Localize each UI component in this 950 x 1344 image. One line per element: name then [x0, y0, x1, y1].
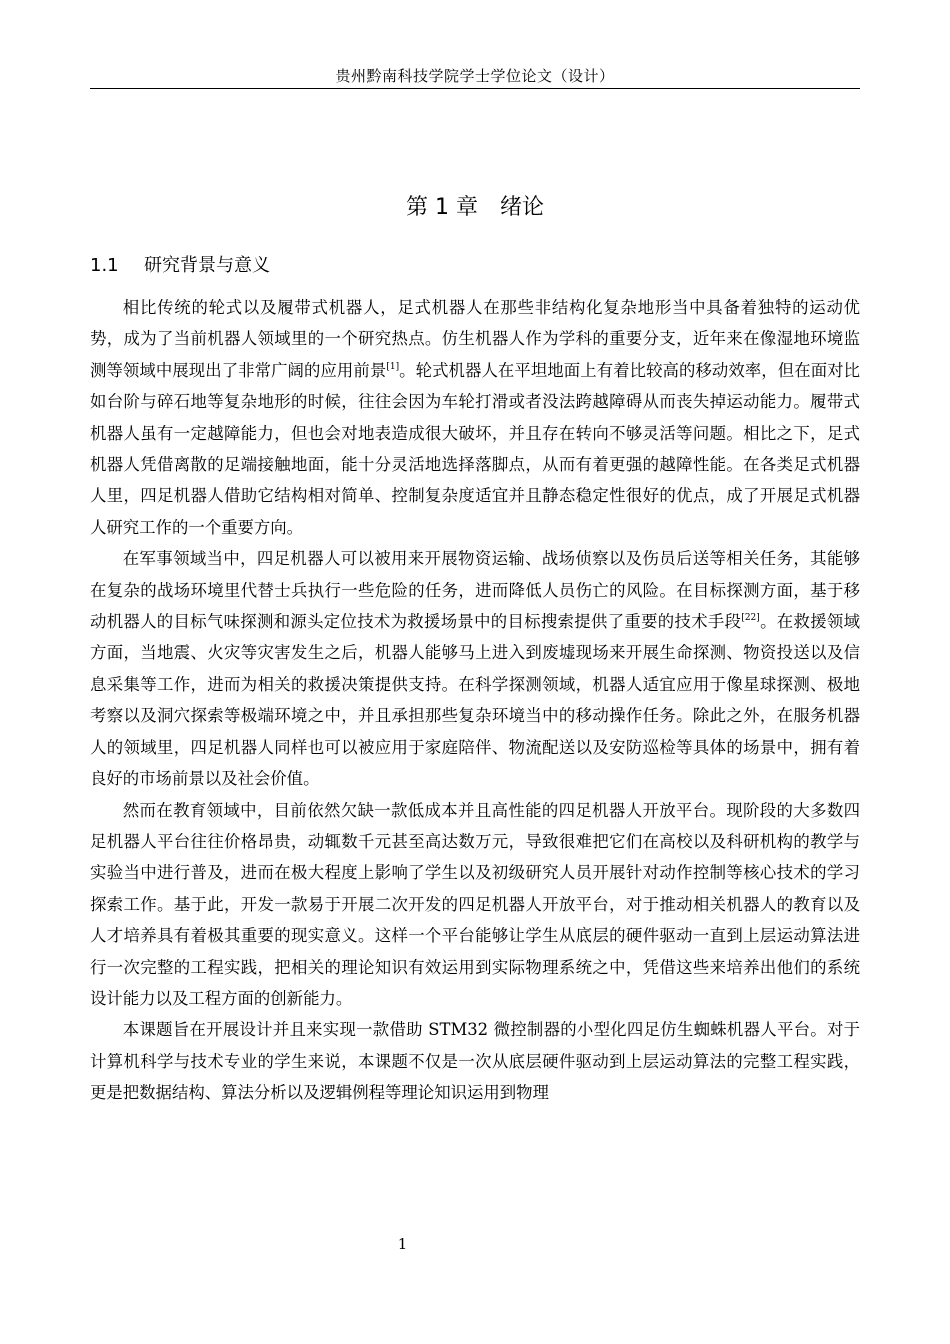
chapter-name: 绪论	[499, 194, 544, 220]
paragraph-text: 本课题旨在开展设计并且来实现一款借助 STM32 微控制器的小型化四足仿生蜘蛛机器人平台。对于计算机科学与技术专业的学生来说，本课题不仅是一次从底层硬件驱动到上层运动算法的完整工程实践，更是把数据结构、算法分析以及逻辑例程等理论知识运用到物理	[90, 1020, 860, 1103]
paragraph	[90, 292, 860, 543]
chapter-number: 第 1 章	[406, 194, 478, 220]
section-heading	[90, 252, 270, 280]
paragraph	[90, 543, 860, 794]
paragraph	[90, 1014, 860, 1108]
header-rule	[90, 88, 860, 89]
paragraph-text: 。在救援领域方面，当地震、火灾等灾害发生之后，机器人能够马上进入到废墟现场来开展生命探测、物资投送以及信息采集等工作，进而为相关的救援决策提供支持。在科学探测领域，机器人适宜应用于像星球探测、极地考察以及洞穴探索等极端环境之中，并且承担那些复杂环境当中的移动操作任务。除此之外，在服务机器人的领域里，四足机器人同样也可以被应用于家庭陪伴、物流配送以及安防巡检等具体的场景中，拥有着良好的市场前景以及社会价值。	[90, 612, 860, 789]
paragraph-text: 然而在教育领域中，目前依然欠缺一款低成本并且高性能的四足机器人开放平台。现阶段的大多数四足机器人平台往往价格昂贵，动辄数千元甚至高达数万元，导致很难把它们在高校以及科研机构的教学与实验当中进行普及，进而在极大程度上影响了学生以及初级研究人员开展针对动作控制等核心技术的学习探索工作。基于此，开发一款易于开展二次开发的四足机器人开放平台，对于推动相关机器人的教育以及人才培养具有着极其重要的现实意义。这样一个平台能够让学生从底层的硬件驱动一直到上层运动算法进行一次完整的工程实践，把相关的理论知识有效运用到实际物理系统之中，凭借这些来培养出他们的系统设计能力以及工程方面的创新能力。	[90, 800, 860, 1008]
citation[interactable]: [1]	[386, 361, 400, 372]
section-title: 研究背景与意义	[144, 255, 270, 276]
page-number: 1	[397, 1235, 408, 1253]
paragraph-text: 相比传统的轮式以及履带式机器人，足式机器人在那些非结构化复杂地形当中具备着独特的运动优势，成为了当前机器人领域里的一个研究热点。仿生机器人作为学科的重要分支，近年来在像湿地环境监测等领域中展现出了非常广阔的应用前景	[90, 298, 860, 380]
body-text	[90, 292, 860, 1109]
paragraph-text: 在军事领域当中，四足机器人可以被用来开展物资运输、战场侦察以及伤员后送等相关任务，其能够在复杂的战场环境里代替士兵执行一些危险的任务，进而降低人员伤亡的风险。在目标探测方面，基于移动机器人的目标气味探测和源头定位技术为救援场景中的目标搜索提供了重要的技术手段	[90, 549, 860, 632]
citation[interactable]: [22]	[741, 613, 760, 624]
running-header: 贵州黔南科技学院学士学位论文（设计）	[335, 67, 615, 85]
section-number: 1.1	[90, 255, 119, 276]
paragraph	[90, 795, 860, 1015]
paragraph-text: 。轮式机器人在平坦地面上有着比较高的移动效率，但在面对比如台阶与碎石地等复杂地形的时候，往往会因为车轮打滑或者没法跨越障碍从而丧失掉运动能力。履带式机器人虽有一定越障能力，但也会对地表造成很大破坏，并且存在转向不够灵活等问题。相比之下，足式机器人凭借离散的足端接触地面，能十分灵活地选择落脚点，从而有着更强的越障性能。在各类足式机器人里，四足机器人借助它结构相对简单、控制复杂度适宜并且静态稳定性很好的优点，成了开展足式机器人研究工作的一个重要方向。	[90, 360, 861, 537]
chapter-title	[90, 193, 860, 223]
